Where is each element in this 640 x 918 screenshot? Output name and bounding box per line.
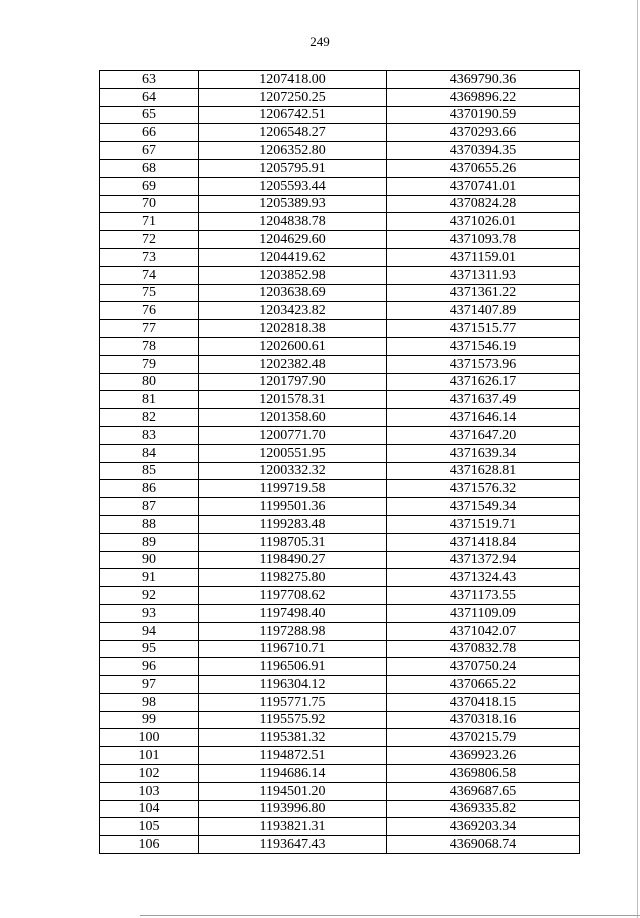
point-number-cell: 88 <box>100 515 199 533</box>
point-number-cell: 100 <box>100 729 199 747</box>
table-row <box>100 782 580 800</box>
table-row <box>100 604 580 622</box>
table-row <box>100 729 580 747</box>
x-coordinate-cell: 1205593.44 <box>199 177 387 195</box>
x-coordinate-cell: 1200551.95 <box>199 444 387 462</box>
point-number-cell: 80 <box>100 373 199 391</box>
x-coordinate-cell: 1199283.48 <box>199 515 387 533</box>
y-coordinate-cell: 4369923.26 <box>387 747 580 765</box>
y-coordinate-cell: 4371407.89 <box>387 302 580 320</box>
table-row <box>100 569 580 587</box>
table-row <box>100 515 580 533</box>
table-row <box>100 836 580 854</box>
y-coordinate-cell: 4371515.77 <box>387 320 580 338</box>
x-coordinate-cell: 1205795.91 <box>199 159 387 177</box>
table-row <box>100 195 580 213</box>
y-coordinate-cell: 4370750.24 <box>387 658 580 676</box>
x-coordinate-cell: 1195381.32 <box>199 729 387 747</box>
table-row <box>100 266 580 284</box>
point-number-cell: 104 <box>100 800 199 818</box>
point-number-cell: 69 <box>100 177 199 195</box>
y-coordinate-cell: 4369203.34 <box>387 818 580 836</box>
point-number-cell: 87 <box>100 498 199 516</box>
x-coordinate-cell: 1196710.71 <box>199 640 387 658</box>
point-number-cell: 71 <box>100 213 199 231</box>
y-coordinate-cell: 4371573.96 <box>387 355 580 373</box>
point-number-cell: 84 <box>100 444 199 462</box>
point-number-cell: 63 <box>100 71 199 89</box>
x-coordinate-cell: 1200771.70 <box>199 426 387 444</box>
point-number-cell: 97 <box>100 676 199 694</box>
x-coordinate-cell: 1206742.51 <box>199 106 387 124</box>
table-row <box>100 231 580 249</box>
y-coordinate-cell: 4370190.59 <box>387 106 580 124</box>
x-coordinate-cell: 1206352.80 <box>199 142 387 160</box>
x-coordinate-cell: 1204629.60 <box>199 231 387 249</box>
y-coordinate-cell: 4371042.07 <box>387 622 580 640</box>
y-coordinate-cell: 4371646.14 <box>387 409 580 427</box>
table-row <box>100 693 580 711</box>
x-coordinate-cell: 1196506.91 <box>199 658 387 676</box>
x-coordinate-cell: 1195771.75 <box>199 693 387 711</box>
point-number-cell: 81 <box>100 391 199 409</box>
x-coordinate-cell: 1202600.61 <box>199 337 387 355</box>
table-row <box>100 587 580 605</box>
point-number-cell: 94 <box>100 622 199 640</box>
y-coordinate-cell: 4370318.16 <box>387 711 580 729</box>
x-coordinate-cell: 1193996.80 <box>199 800 387 818</box>
point-number-cell: 85 <box>100 462 199 480</box>
page-edge-bottom <box>140 915 640 916</box>
table-row <box>100 444 580 462</box>
x-coordinate-cell: 1196304.12 <box>199 676 387 694</box>
point-number-cell: 83 <box>100 426 199 444</box>
table-row <box>100 373 580 391</box>
y-coordinate-cell: 4371576.32 <box>387 480 580 498</box>
y-coordinate-cell: 4369790.36 <box>387 71 580 89</box>
x-coordinate-cell: 1194686.14 <box>199 765 387 783</box>
y-coordinate-cell: 4370824.28 <box>387 195 580 213</box>
table-row <box>100 462 580 480</box>
y-coordinate-cell: 4370394.35 <box>387 142 580 160</box>
point-number-cell: 77 <box>100 320 199 338</box>
x-coordinate-cell: 1201797.90 <box>199 373 387 391</box>
point-number-cell: 64 <box>100 88 199 106</box>
y-coordinate-cell: 4371026.01 <box>387 213 580 231</box>
y-coordinate-cell: 4371159.01 <box>387 248 580 266</box>
x-coordinate-cell: 1199719.58 <box>199 480 387 498</box>
point-number-cell: 70 <box>100 195 199 213</box>
y-coordinate-cell: 4369068.74 <box>387 836 580 854</box>
point-number-cell: 72 <box>100 231 199 249</box>
x-coordinate-cell: 1207250.25 <box>199 88 387 106</box>
x-coordinate-cell: 1206548.27 <box>199 124 387 142</box>
table-row <box>100 355 580 373</box>
y-coordinate-cell: 4371549.34 <box>387 498 580 516</box>
point-number-cell: 68 <box>100 159 199 177</box>
y-coordinate-cell: 4370655.26 <box>387 159 580 177</box>
table-row <box>100 551 580 569</box>
table-row <box>100 640 580 658</box>
y-coordinate-cell: 4369687.65 <box>387 782 580 800</box>
point-number-cell: 67 <box>100 142 199 160</box>
y-coordinate-cell: 4371546.19 <box>387 337 580 355</box>
y-coordinate-cell: 4369806.58 <box>387 765 580 783</box>
point-number-cell: 99 <box>100 711 199 729</box>
table-row <box>100 320 580 338</box>
point-number-cell: 95 <box>100 640 199 658</box>
point-number-cell: 90 <box>100 551 199 569</box>
y-coordinate-cell: 4371324.43 <box>387 569 580 587</box>
point-number-cell: 75 <box>100 284 199 302</box>
point-number-cell: 73 <box>100 248 199 266</box>
point-number-cell: 65 <box>100 106 199 124</box>
table-row <box>100 302 580 320</box>
point-number-cell: 76 <box>100 302 199 320</box>
point-number-cell: 89 <box>100 533 199 551</box>
x-coordinate-cell: 1202382.48 <box>199 355 387 373</box>
table-row <box>100 818 580 836</box>
table-row <box>100 480 580 498</box>
table-row <box>100 248 580 266</box>
coordinates-table <box>99 70 580 854</box>
y-coordinate-cell: 4370418.15 <box>387 693 580 711</box>
table-row <box>100 71 580 89</box>
x-coordinate-cell: 1197498.40 <box>199 604 387 622</box>
x-coordinate-cell: 1194872.51 <box>199 747 387 765</box>
coordinates-table-body <box>100 71 580 854</box>
y-coordinate-cell: 4371361.22 <box>387 284 580 302</box>
table-row <box>100 391 580 409</box>
table-row <box>100 106 580 124</box>
x-coordinate-cell: 1203638.69 <box>199 284 387 302</box>
page-edge-right <box>637 0 638 918</box>
y-coordinate-cell: 4371418.84 <box>387 533 580 551</box>
x-coordinate-cell: 1203423.82 <box>199 302 387 320</box>
point-number-cell: 102 <box>100 765 199 783</box>
table-row <box>100 177 580 195</box>
table-row <box>100 533 580 551</box>
table-row <box>100 142 580 160</box>
y-coordinate-cell: 4370741.01 <box>387 177 580 195</box>
x-coordinate-cell: 1200332.32 <box>199 462 387 480</box>
table-row <box>100 426 580 444</box>
x-coordinate-cell: 1202818.38 <box>199 320 387 338</box>
x-coordinate-cell: 1201358.60 <box>199 409 387 427</box>
y-coordinate-cell: 4369335.82 <box>387 800 580 818</box>
point-number-cell: 96 <box>100 658 199 676</box>
x-coordinate-cell: 1204838.78 <box>199 213 387 231</box>
point-number-cell: 86 <box>100 480 199 498</box>
x-coordinate-cell: 1199501.36 <box>199 498 387 516</box>
x-coordinate-cell: 1204419.62 <box>199 248 387 266</box>
table-row <box>100 658 580 676</box>
point-number-cell: 98 <box>100 693 199 711</box>
y-coordinate-cell: 4371372.94 <box>387 551 580 569</box>
y-coordinate-cell: 4371628.81 <box>387 462 580 480</box>
table-row <box>100 800 580 818</box>
table-row <box>100 88 580 106</box>
table-row <box>100 498 580 516</box>
point-number-cell: 106 <box>100 836 199 854</box>
x-coordinate-cell: 1198705.31 <box>199 533 387 551</box>
y-coordinate-cell: 4369896.22 <box>387 88 580 106</box>
table-row <box>100 213 580 231</box>
table-row <box>100 159 580 177</box>
point-number-cell: 92 <box>100 587 199 605</box>
y-coordinate-cell: 4371637.49 <box>387 391 580 409</box>
x-coordinate-cell: 1198490.27 <box>199 551 387 569</box>
table-row <box>100 337 580 355</box>
point-number-cell: 74 <box>100 266 199 284</box>
table-row <box>100 409 580 427</box>
point-number-cell: 105 <box>100 818 199 836</box>
table-row <box>100 284 580 302</box>
y-coordinate-cell: 4371626.17 <box>387 373 580 391</box>
x-coordinate-cell: 1197288.98 <box>199 622 387 640</box>
x-coordinate-cell: 1195575.92 <box>199 711 387 729</box>
x-coordinate-cell: 1205389.93 <box>199 195 387 213</box>
y-coordinate-cell: 4371173.55 <box>387 587 580 605</box>
point-number-cell: 66 <box>100 124 199 142</box>
table-row <box>100 765 580 783</box>
point-number-cell: 79 <box>100 355 199 373</box>
x-coordinate-cell: 1203852.98 <box>199 266 387 284</box>
point-number-cell: 91 <box>100 569 199 587</box>
x-coordinate-cell: 1193821.31 <box>199 818 387 836</box>
table-row <box>100 124 580 142</box>
y-coordinate-cell: 4371311.93 <box>387 266 580 284</box>
y-coordinate-cell: 4370665.22 <box>387 676 580 694</box>
x-coordinate-cell: 1198275.80 <box>199 569 387 587</box>
table-row <box>100 622 580 640</box>
point-number-cell: 103 <box>100 782 199 800</box>
x-coordinate-cell: 1194501.20 <box>199 782 387 800</box>
table-row <box>100 711 580 729</box>
x-coordinate-cell: 1207418.00 <box>199 71 387 89</box>
y-coordinate-cell: 4371647.20 <box>387 426 580 444</box>
y-coordinate-cell: 4370832.78 <box>387 640 580 658</box>
y-coordinate-cell: 4371109.09 <box>387 604 580 622</box>
y-coordinate-cell: 4371093.78 <box>387 231 580 249</box>
y-coordinate-cell: 4370215.79 <box>387 729 580 747</box>
y-coordinate-cell: 4371639.34 <box>387 444 580 462</box>
page-number: 249 <box>310 34 330 49</box>
y-coordinate-cell: 4371519.71 <box>387 515 580 533</box>
point-number-cell: 101 <box>100 747 199 765</box>
x-coordinate-cell: 1197708.62 <box>199 587 387 605</box>
point-number-cell: 78 <box>100 337 199 355</box>
point-number-cell: 93 <box>100 604 199 622</box>
table-row <box>100 747 580 765</box>
y-coordinate-cell: 4370293.66 <box>387 124 580 142</box>
x-coordinate-cell: 1201578.31 <box>199 391 387 409</box>
point-number-cell: 82 <box>100 409 199 427</box>
table-row <box>100 676 580 694</box>
x-coordinate-cell: 1193647.43 <box>199 836 387 854</box>
